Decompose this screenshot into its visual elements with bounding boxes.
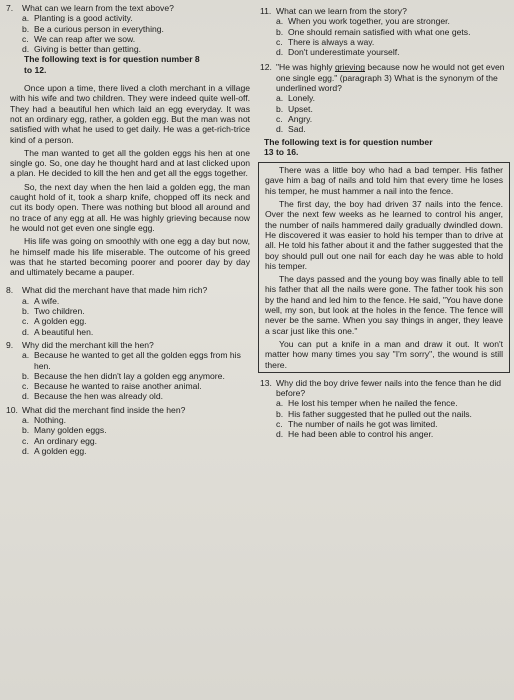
paragraph: So, the next day when the hen laid a golden egg, the man caught hold of it, took a sharp knife, chopped off its neck and cut its body open. There was nothing but blood all around and no trace of any egg at all. He was highly grieving because now he would not get even one single egg. [10,181,250,233]
option [258,104,510,114]
question-text: What did the merchant have that made him rich? [22,285,208,296]
option-text: Because he wanted to raise another animal. [34,381,202,392]
option-text: A golden egg. [34,445,87,456]
text-intro: The following text is for question number 13 to 16. [264,136,433,157]
option-text: Be a curious person in everything. [34,23,164,34]
option-letter: c. [22,316,29,327]
option [258,409,510,419]
left-column [4,0,256,456]
option-letter: d. [276,47,284,58]
option-text: Don't underestimate yourself. [288,47,400,58]
right-column [258,0,510,440]
option-letter: d. [276,124,284,135]
option [4,381,256,391]
option-letter: b. [22,370,30,381]
question-number: 8. [6,285,14,296]
option [258,27,510,37]
option [258,47,510,57]
question-text: What can we learn from the story? [276,6,407,16]
option-letter: a. [22,13,30,24]
option-text: One should remain satisfied with what one gets. [288,26,471,37]
option-letter: a. [22,295,30,306]
option [258,93,510,103]
option [258,124,510,134]
option-letter: a. [22,414,30,425]
option-text: Planting is a good activity. [34,13,133,24]
paragraph: The man wanted to get all the golden eggs his hen at one single go. So, one day he thought hard and at last clicked upon a plan. He decided to kill the hen and get all the eggs together. [10,147,250,179]
paragraph: There was a little boy who had a bad temper. His father gave him a bag of nails and told him that every time he loses his temper, he must hammer a nail into the fence. [265,165,503,196]
option [258,16,510,26]
option-letter: b. [22,425,30,436]
option [258,37,510,47]
option-letter: c. [276,36,283,47]
option-text: Nothing. [34,414,67,425]
option-letter: b. [276,408,284,419]
question-number: 10. [6,404,18,415]
option-letter: d. [22,445,30,456]
option-letter: b. [276,26,284,37]
question-number: 7. [6,3,14,13]
option [258,429,510,439]
option [4,350,256,371]
option-text: He lost his temper when he nailed the fence. [288,398,458,409]
option-letter: a. [276,16,284,27]
option [4,316,256,326]
option-text: The number of nails he got was limited. [288,418,438,429]
option [4,306,256,316]
option-letter: a. [276,93,284,104]
option-text: Giving is better than getting. [34,44,142,55]
option [4,446,256,456]
option-text: Upset. [288,103,313,114]
option [4,24,256,34]
option-text: A wife. [34,295,60,306]
option [258,398,510,408]
option-text: His father suggested that he pulled out the nails. [288,408,472,419]
paragraph: His life was going on smoothly with one egg a day but now, he himself made his life miserable. The outcome of his greed was that he started becoming poorer and poorer day by day and ultimately became a pauper. [10,236,250,278]
option-text: A golden egg. [34,316,87,327]
question-text-start: "He was highly [276,62,335,73]
option-letter: c. [276,113,283,124]
question-number: 12. [260,62,272,73]
option [4,391,256,401]
question-8 [4,285,256,295]
option [4,327,256,337]
option-letter: b. [22,23,30,34]
option-letter: d. [22,44,30,55]
option-text: Many golden eggs. [34,425,107,436]
option [258,419,510,429]
option [4,371,256,381]
option-text: He had been able to control his anger. [288,429,434,440]
option-text: When you work together, you are stronger. [288,16,450,27]
question-number: 13. [260,377,272,388]
question-text: What did the merchant find inside the hen? [22,404,186,415]
option-text: Two children. [34,306,85,317]
option-text: Sad. [288,124,306,135]
option [258,114,510,124]
option-letter: a. [276,398,284,409]
paragraph: Once upon a time, there lived a cloth merchant in a village with his wife and two children. They were indeed quite well-off. They had a beautiful hen which laid an egg everyday. It was not an ordinary egg, rather, a golden egg. But the man was not satisfied with what he used to get daily. He was a get-rich-trice kind of a person. [10,83,250,145]
question-7 [4,3,256,13]
option [4,296,256,306]
paragraph: The days passed and the young boy was finally able to tell his father that all the nails were gone. The father took his son by the hand and led him to the fence. He said, "You have done well, my son, but look at the holes in the fence. The fence will never be the same. When you say things in anger, they leave a scar just like this one." [265,274,503,336]
text-intro: The following text is for question number 8 to 12. [24,54,200,75]
underlined-word: grieving [334,62,366,73]
option-text: We can reap after we sow. [34,33,136,44]
option-letter: a. [22,350,30,361]
option [4,13,256,23]
option-letter: d. [22,391,30,402]
option-letter: b. [22,306,30,317]
option-letter: c. [22,435,29,446]
paragraph: The first day, the boy had driven 37 nails into the fence. Over the next few weeks as he learned to control his anger, the number of nails hammered daily gradually dwindled down. He discovered it was easier to hold his temper than to drive at all. He told his father about it and the father suggested that the boy should pull out one nail for each day he was able to hold his temper. [265,199,503,271]
question-number: 9. [6,339,14,350]
option-text: Because he wanted to get all the golden eggs from his hen. [34,350,241,371]
question-text-end: because now he would not get even one single egg." (paragraph 3) What is the synonym of the underlined word? [276,62,505,94]
option [4,34,256,44]
option-letter: b. [276,103,284,114]
option-text: There is always a way. [288,36,375,47]
option-letter: d. [22,326,30,337]
option [4,415,256,425]
option-text: An ordinary egg. [34,435,98,446]
question-text: What can we learn from the text above? [22,3,174,13]
option-text: A beautiful hen. [34,326,94,337]
option [4,425,256,435]
option-text: Angry. [288,113,313,124]
option-letter: c. [276,418,283,429]
option-text: Because the hen was already old. [34,391,163,402]
option-letter: d. [276,429,284,440]
passage-golden-hen [4,81,256,279]
paragraph: You can put a knife in a man and draw it out. It won't matter how many times you say "I'm sorry", the wound is still there. [265,338,503,370]
option-letter: c. [22,33,29,44]
option [4,436,256,446]
option-text: Lonely. [288,93,316,104]
question-text: Why did the merchant kill the hen? [22,339,154,350]
option-text: Because the hen didn't lay a golden egg anymore. [34,370,225,381]
question-10 [4,405,256,415]
option [4,44,256,54]
question-9 [4,340,256,350]
question-12 [258,62,510,93]
question-13 [258,378,510,399]
question-number: 11. [260,6,272,16]
option-letter: c. [22,381,29,392]
question-11 [258,6,510,16]
question-text: Why did the boy drive fewer nails into the fence than he did before? [276,377,502,399]
passage-nails-in-fence [258,162,510,373]
